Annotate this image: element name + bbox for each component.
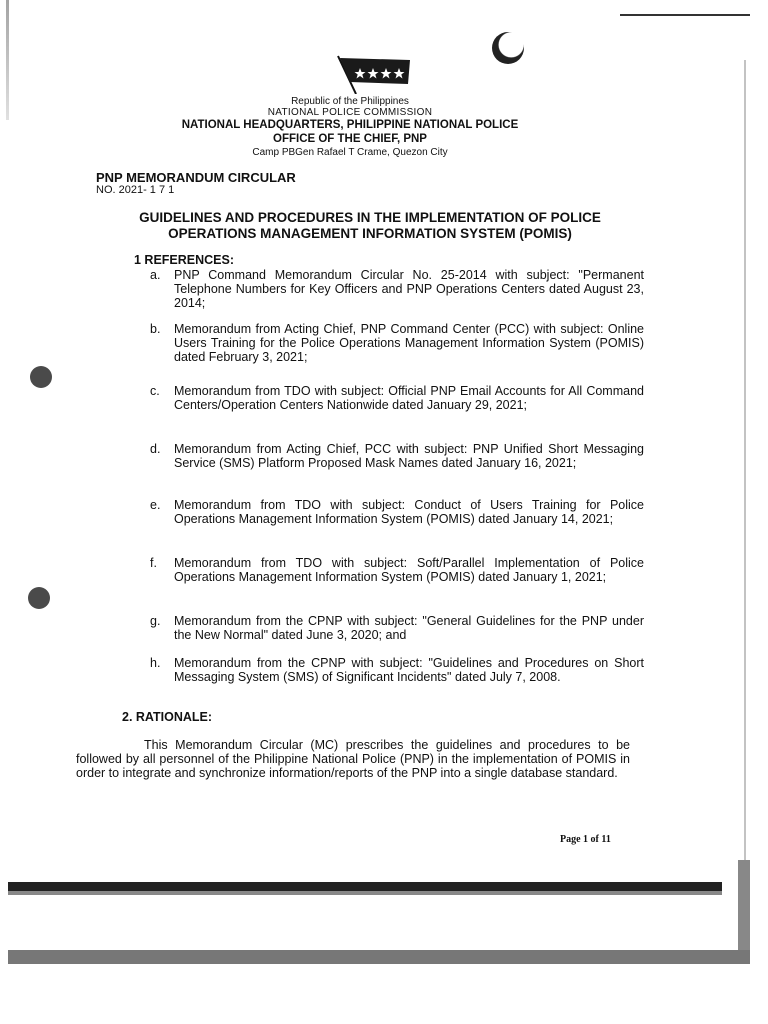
flag-icon [334, 54, 414, 94]
references-heading: 1 REFERENCES: [134, 253, 235, 267]
reference-label: g. [150, 614, 161, 628]
punch-hole-top [30, 366, 52, 388]
reference-text: Memorandum from TDO with subject: Conduct of Users Training for Police Operations Management Information System (POMIS) dated January 14, 2021; [174, 498, 644, 526]
memo-title: PNP MEMORANDUM CIRCULAR [96, 170, 296, 185]
reference-label: h. [150, 656, 161, 670]
header-headquarters: NATIONAL HEADQUARTERS, PHILIPPINE NATIONAL POLICE [181, 119, 519, 131]
header-commission: NATIONAL POLICE COMMISSION [267, 107, 433, 118]
punch-hole-bottom [28, 587, 50, 609]
scan-bar-shadow [8, 891, 722, 895]
scan-bar-lower [8, 950, 750, 964]
rationale-heading: 2. RATIONALE: [122, 710, 213, 724]
header-address: Camp PBGen Rafael T Crame, Quezon City [252, 147, 448, 158]
scan-edge-right [744, 60, 746, 940]
reference-text: Memorandum from Acting Chief, PCC with subject: PNP Unified Short Messaging Service (SMS) Platform Proposed Mask Names dated January 16, 2021; [174, 442, 644, 470]
reference-label: e. [150, 498, 161, 512]
reference-label: f. [150, 556, 157, 570]
header-republic: Republic of the Philippines [291, 96, 409, 107]
reference-text: Memorandum from TDO with subject: Official PNP Email Accounts for All Command Centers/Operation Centers Nationwide dated January 29, 2021; [174, 384, 644, 412]
memo-number: NO. 2021- 1 7 1 [96, 184, 175, 196]
reference-text: Memorandum from the CPNP with subject: "General Guidelines for the PNP under the New Normal" dated June 3, 2020; and [174, 614, 644, 642]
reference-label: a. [150, 268, 161, 282]
reference-label: d. [150, 442, 161, 456]
scan-blot [492, 32, 524, 64]
reference-text: Memorandum from Acting Chief, PNP Command Center (PCC) with subject: Online Users Training for the Police Operations Management Information System (POMIS) dated February 3, 2021; [174, 322, 644, 364]
reference-label: b. [150, 322, 161, 336]
header-office: OFFICE OF THE CHIEF, PNP [273, 133, 427, 145]
scan-line-top [620, 14, 750, 16]
scan-bar-side [738, 860, 750, 964]
scan-edge-left [6, 0, 9, 120]
scan-bar [8, 882, 722, 891]
reference-text: PNP Command Memorandum Circular No. 25-2014 with subject: "Permanent Telephone Numbers for Key Officers and PNP Operations Centers dated August 23, 2014; [174, 268, 644, 310]
reference-label: c. [150, 384, 160, 398]
reference-text: Memorandum from TDO with subject: Soft/Parallel Implementation of Police Operations Management Information System (POMIS) dated January 1, 2021; [174, 556, 644, 584]
page-number: Page 1 of 11 [560, 834, 611, 845]
rationale-paragraph: This Memorandum Circular (MC) prescribes the guidelines and procedures to be followed by all personnel of the Philippine National Police (PNP) in the implementation of POMIS in order to integrate and synchronize information/reports of the PNP into a single database standard. [76, 738, 630, 780]
memo-subject: GUIDELINES AND PROCEDURES IN THE IMPLEMENTATION OF POLICE OPERATIONS MANAGEMENT INFORMATION SYSTEM (POMIS) [139, 210, 601, 241]
reference-text: Memorandum from the CPNP with subject: "Guidelines and Procedures on Short Messaging System (SMS) of Significant Incidents" dated July 7, 2008. [174, 656, 644, 684]
